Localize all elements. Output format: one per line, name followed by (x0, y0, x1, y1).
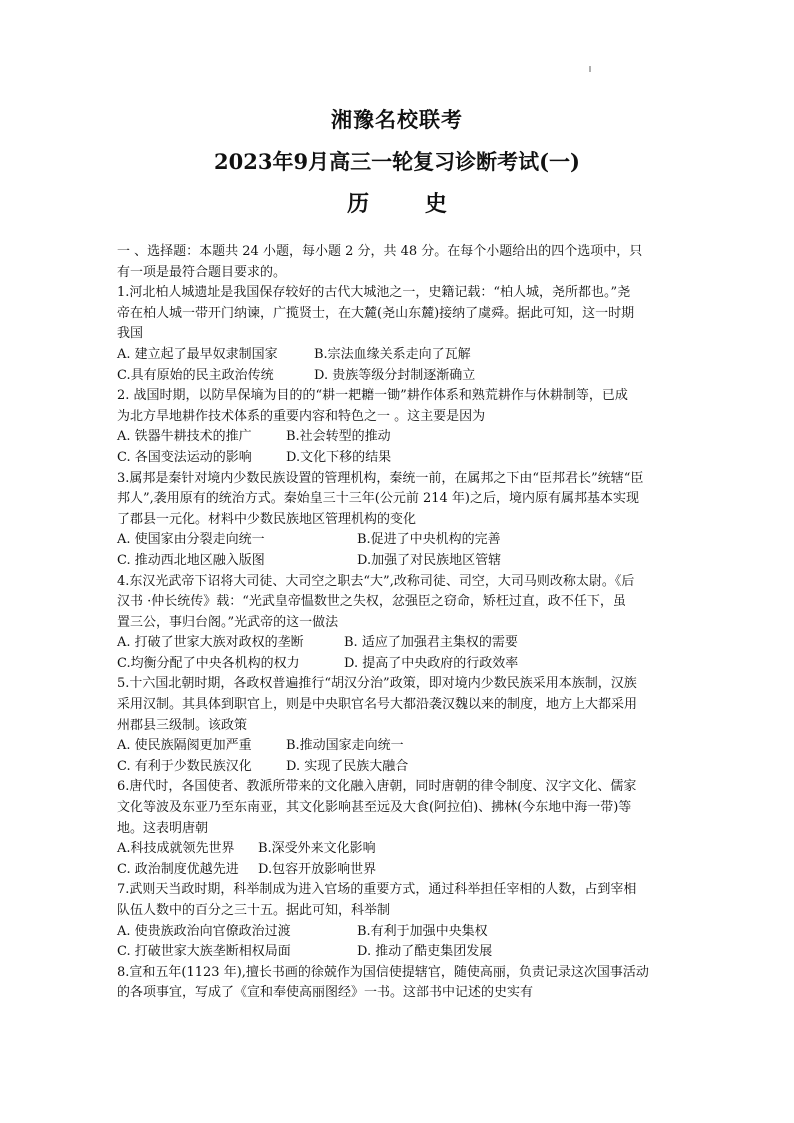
question-stem-line: 4.东汉光武帝下诏将大司徒、大司空之职去“大”,改称司徒、司空，大司马则改称太尉。《后 (117, 573, 635, 589)
question-stem-line: 地。这表明唐朝 (117, 820, 209, 836)
answer-option: C. 推动西北地区融入版图 (117, 552, 265, 568)
answer-option: D.文化下移的结果 (286, 449, 392, 465)
question-stem-line: 帝在柏人城一带开门纳谏，广揽贤士，在大麓(尧山东麓)接纳了虞舜。据此可知，这一时期 (117, 305, 635, 321)
question-stem-line: 队伍人数中的百分之三十五。据此可知，科举制 (117, 903, 391, 918)
question-stem-line: 了郡县一元化。材料中少数民族地区管理机构的变化 (117, 511, 417, 527)
answer-option: D. 贵族等级分封制逐渐确立 (314, 367, 476, 383)
question-stem-line: 7.武则天当政时期，科举制成为进入官场的重要方式，通过科举担任宰相的人数，占到宰相 (117, 882, 637, 898)
question-stem-line: 8.宣和五年(1123 年),擅长书画的徐兢作为国信使提辖官，随使高丽，负责记录这次国事活动 (117, 964, 649, 980)
question-stem-line: 邦人”,袭用原有的统治方式。秦始皇三十三年(公元前 214 年)之后，境内原有属邦基本实现 (117, 491, 640, 507)
question-stem-line: 汉书 ·仲长统传》载：“光武皇帝愠数世之失权，忿强臣之窃命，矫枉过直，政不任下，虽 (117, 594, 626, 610)
answer-option: C.均衡分配了中央各机构的权力 (117, 655, 300, 671)
answer-option: B.宗法血缘关系走向了瓦解 (314, 346, 471, 362)
section-intro-line: 一 、选择题：本题共 24 小题，每小题 2 分，共 48 分。在每个小题给出的四个选项中，只 (117, 244, 643, 259)
question-stem-line: 置三公，事归台阁。”光武帝的这一做法 (117, 614, 339, 630)
answer-option: B.深受外来文化影响 (258, 841, 376, 857)
option-row (117, 757, 679, 778)
scan-mark (589, 66, 591, 72)
option-row (117, 530, 679, 551)
answer-option: C.具有原始的民主政治传统 (117, 367, 274, 383)
subject-title: 历 史 (347, 191, 471, 217)
option-row (117, 942, 679, 963)
answer-option: B.有利于加强中央集权 (357, 923, 488, 939)
question-stem-line: 采用汉制。其具体到职官上，则是中央职官名号大都沿袭汉魏以来的制度，地方上大都采用 (117, 697, 638, 713)
question-body (117, 242, 679, 1004)
answer-option: D. 实现了民族大融合 (286, 758, 409, 774)
answer-option: A. 使国家由分裂走向统一 (117, 532, 265, 548)
answer-option: C. 各国变法运动的影响 (117, 449, 252, 465)
question-stem-line: 6.唐代时，各国使者、教派所带来的文化融入唐朝，同时唐朝的律令制度、汉字文化、儒家 (117, 779, 637, 795)
question-stem-line: 我国 (117, 326, 144, 342)
answer-option: D.加强了对民族地区管辖 (357, 552, 502, 568)
answer-option: C. 有利于少数民族汉化 (117, 758, 252, 774)
option-row (117, 448, 679, 469)
option-row (117, 922, 679, 943)
question-stem-line: 1.河北柏人城遗址是我国保存较好的古代大城池之一，史籍记载：“柏人城，尧所都也。”尧 (117, 285, 631, 301)
answer-option: A. 铁器牛耕技术的推广 (117, 429, 252, 445)
question-stem-line: 5.十六国北朝时期，各政权普遍推行“胡汉分治”政策，即对境内少数民族采用本族制，汉族 (117, 676, 637, 692)
question-5 (117, 674, 679, 777)
section-intro-line: 有一项是最符合题目要求的。 (117, 264, 287, 280)
question-7 (117, 880, 679, 962)
option-row (117, 839, 679, 860)
exam-org-title: 湘豫名校联考 (331, 107, 463, 132)
question-stem-line: 2. 战国时期，以防旱保墒为目的的“耕一耙耱一锄”耕作体系和熟荒耕作与休耕制等，已成 (117, 388, 628, 404)
option-row (117, 366, 679, 387)
question-list (117, 283, 679, 1004)
answer-option: C. 政治制度优越先进 (117, 861, 239, 877)
option-row (117, 345, 679, 366)
answer-option: B.社会转型的推动 (286, 429, 391, 445)
answer-option: D. 推动了酷吏集团发展 (357, 944, 493, 960)
option-row (117, 860, 679, 881)
answer-option: A. 使民族隔阂更加严重 (117, 738, 252, 754)
answer-option: B. 适应了加强君主集权的需要 (344, 635, 518, 651)
question-6 (117, 777, 679, 880)
question-stem-line: 为北方旱地耕作技术体系的重要内容和特色之一 。这主要是因为 (117, 408, 486, 424)
answer-option: C. 打破世家大族垄断相权局面 (117, 944, 291, 960)
question-stem-line: 文化等波及东亚乃至东南亚，其文化影响甚至远及大食(阿拉伯)、拂林(今东地中海一带)等 (117, 800, 632, 816)
answer-option: D.包容开放影响世界 (258, 861, 377, 877)
question-4 (117, 572, 679, 675)
question-stem-line: 3.属邦是秦针对境内少数民族设置的管理机构，秦统一前，在属邦之下由“臣邦君长”统辖“臣 (117, 470, 644, 486)
option-row (117, 654, 679, 675)
question-2 (117, 386, 679, 468)
answer-option: A. 打破了世家大族对政权的垄断 (117, 635, 304, 651)
answer-option: A. 使贵族政治向官僚政治过渡 (117, 923, 291, 939)
question-stem-line: 的各项事宜，写成了《宣和奉使高丽图经》一书。这部书中记述的史实有 (117, 985, 534, 1001)
option-row (117, 736, 679, 757)
question-3 (117, 469, 679, 572)
answer-option: D. 提高了中央政府的行政效率 (344, 655, 519, 671)
answer-option: B.推动国家走向统一 (286, 738, 404, 754)
option-row (117, 551, 679, 572)
question-stem-line: 州郡县三级制。该政策 (117, 717, 248, 733)
answer-option: A.科技成就领先世界 (117, 841, 235, 857)
question-1 (117, 283, 679, 386)
exam-name-title: 2023年9月高三一轮复习诊断考试(一) (214, 149, 580, 174)
option-row (117, 633, 679, 654)
answer-option: A. 建立起了最早奴隶制国家 (117, 346, 278, 362)
option-row (117, 427, 679, 448)
question-8 (117, 963, 679, 1004)
answer-option: B.促进了中央机构的完善 (357, 532, 501, 548)
